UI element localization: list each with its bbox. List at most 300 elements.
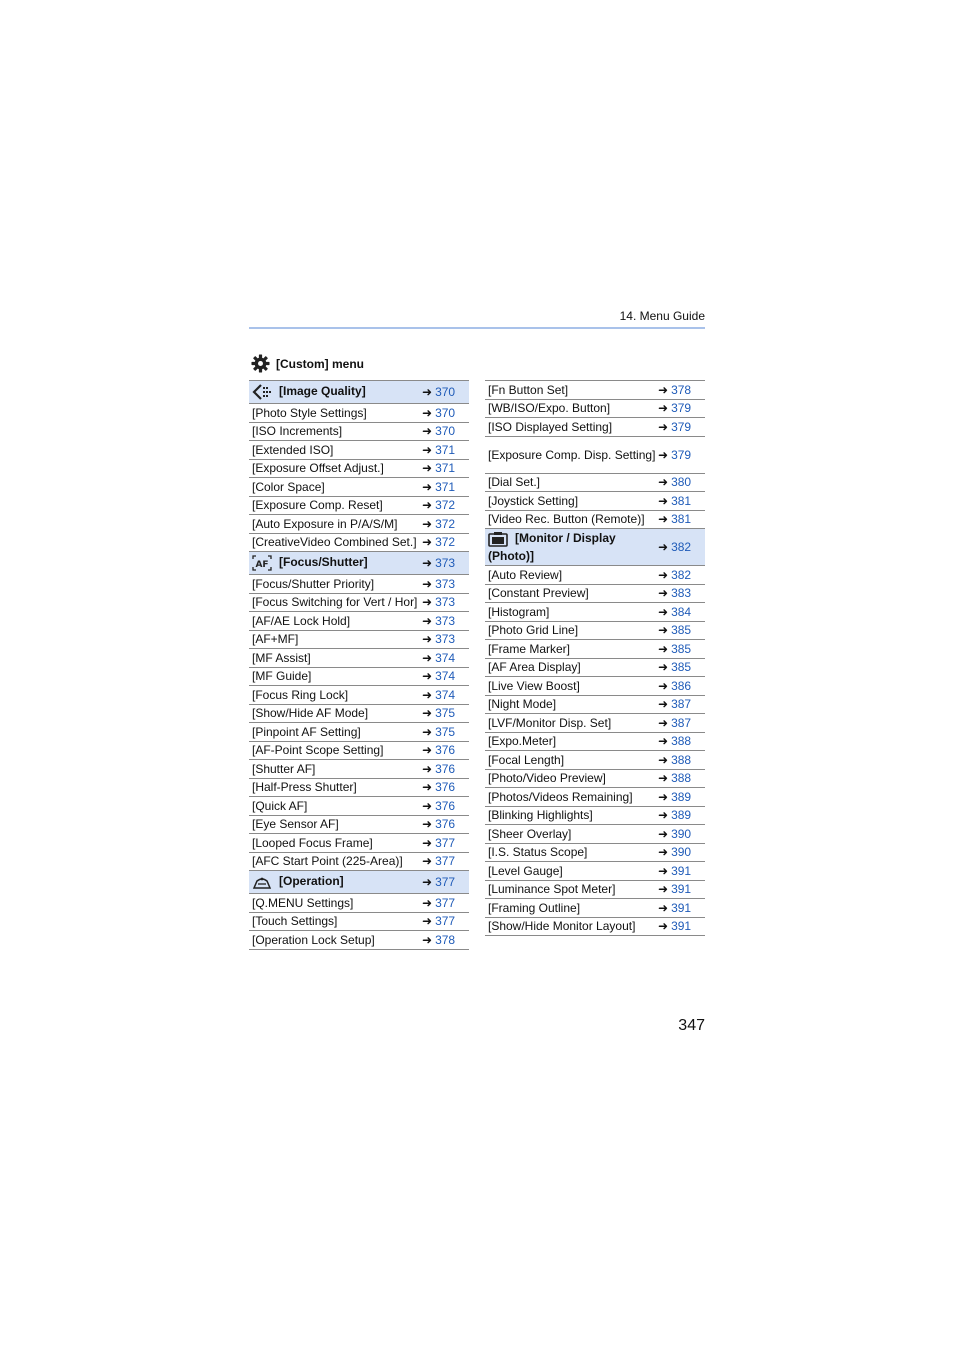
page-link[interactable]: 378	[435, 932, 456, 947]
arrow-icon: ➜	[422, 724, 433, 739]
row-label-cell	[485, 843, 658, 862]
arrow-icon: ➜	[658, 808, 669, 823]
page-ref-cell	[422, 797, 469, 816]
page-ref-cell	[422, 852, 469, 871]
page-ref-cell	[422, 552, 469, 575]
left-menu-row	[249, 496, 469, 515]
menu-item-label: [Show/Hide Monitor Layout]	[488, 919, 636, 934]
menu-item-label: [Eye Sensor AF]	[252, 817, 339, 832]
menu-item-label: [Photo/Video Preview]	[488, 771, 606, 786]
page-link[interactable]: 370	[435, 405, 456, 420]
left-menu-row	[249, 894, 469, 913]
left-menu-row	[249, 649, 469, 668]
menu-item-label: [AF+MF]	[252, 632, 299, 647]
right-menu-row	[485, 621, 705, 640]
arrow-icon: ➜	[422, 556, 433, 570]
menu-item-label: [Focus Ring Lock]	[252, 687, 349, 702]
page-ref-cell	[658, 862, 705, 881]
page-link[interactable]: 370	[435, 424, 456, 439]
gear-icon	[251, 354, 270, 373]
row-label-cell	[485, 862, 658, 881]
page-link[interactable]: 373	[435, 595, 456, 610]
arrow-icon: ➜	[658, 567, 669, 582]
page-link[interactable]: 390	[671, 826, 692, 841]
right-menu-row	[485, 399, 705, 418]
page-link[interactable]: 379	[671, 401, 692, 416]
page-ref-cell	[658, 751, 705, 770]
left-menu-row	[249, 593, 469, 612]
page-ref-cell	[422, 723, 469, 742]
row-label-cell	[485, 473, 658, 492]
menu-item-label: [Sheer Overlay]	[488, 826, 572, 841]
page-link[interactable]: 373	[435, 576, 456, 591]
page-link[interactable]: 376	[435, 780, 456, 795]
arrow-icon: ➜	[422, 632, 433, 647]
row-label-cell	[485, 566, 658, 585]
row-label-cell	[249, 459, 422, 478]
arrow-icon: ➜	[422, 687, 433, 702]
page-ref-cell	[658, 566, 705, 585]
menu-item-label: [Photo Style Settings]	[252, 405, 367, 420]
page-link[interactable]: 377	[435, 854, 456, 869]
menu-item-label: [Constant Preview]	[488, 586, 589, 601]
page-ref-cell	[422, 381, 469, 404]
menu-item-label: [Extended ISO]	[252, 442, 334, 457]
row-label-cell	[485, 621, 658, 640]
menu-item-label: [Focus Switching for Vert / Hor]	[252, 595, 418, 610]
left-menu-row	[249, 630, 469, 649]
page-ref-cell	[422, 815, 469, 834]
arrow-icon: ➜	[422, 576, 433, 591]
page-ref-cell	[422, 686, 469, 705]
page-link[interactable]: 374	[435, 650, 456, 665]
section-title-text: [Custom] menu	[276, 356, 364, 371]
row-label-cell	[249, 575, 422, 594]
arrow-icon: ➜	[422, 424, 433, 439]
menu-item-label: [Q.MENU Settings]	[252, 895, 354, 910]
left-menu-row	[249, 515, 469, 534]
menu-item-label: [CreativeVideo Combined Set.]	[252, 535, 417, 550]
left-category-row	[249, 381, 469, 404]
row-label-cell	[249, 686, 422, 705]
arrow-icon: ➜	[658, 475, 669, 490]
arrow-icon: ➜	[658, 734, 669, 749]
page-link[interactable]: 391	[671, 900, 692, 915]
row-label-cell	[249, 704, 422, 723]
right-menu-row	[485, 566, 705, 585]
page-link[interactable]: 372	[435, 498, 456, 513]
row-label-cell	[485, 880, 658, 899]
page-link[interactable]: 391	[671, 919, 692, 934]
left-menu-row	[249, 741, 469, 760]
row-label-cell	[249, 381, 422, 404]
page-ref-cell	[658, 732, 705, 751]
page-ref-cell	[422, 533, 469, 552]
arrow-icon: ➜	[422, 780, 433, 795]
arrow-icon: ➜	[422, 798, 433, 813]
arrow-icon: ➜	[422, 743, 433, 758]
arrow-icon: ➜	[422, 385, 433, 399]
page-link[interactable]: 391	[671, 863, 692, 878]
menu-item-label: [ISO Displayed Setting]	[488, 419, 613, 434]
right-menu-row	[485, 880, 705, 899]
left-menu-row	[249, 404, 469, 423]
page-link[interactable]: 381	[671, 493, 692, 508]
arrow-icon: ➜	[658, 678, 669, 693]
arrow-icon: ➜	[658, 863, 669, 878]
row-label-cell	[249, 630, 422, 649]
menu-item-label: [Pinpoint AF Setting]	[252, 724, 361, 739]
right-menu-row	[485, 806, 705, 825]
menu-item-label: [MF Assist]	[252, 650, 311, 665]
menu-item-label: [Show/Hide AF Mode]	[252, 706, 369, 721]
arrow-icon: ➜	[658, 540, 669, 554]
page-ref-cell	[422, 515, 469, 534]
page-link[interactable]: 390	[671, 845, 692, 860]
menu-item-label: [Quick AF]	[252, 798, 308, 813]
page-ref-cell	[422, 649, 469, 668]
menu-item-label: [Exposure Comp. Disp. Setting]	[488, 447, 656, 462]
row-label-cell	[249, 533, 422, 552]
arrow-icon: ➜	[658, 586, 669, 601]
category-label: [Image Quality]	[279, 384, 366, 399]
page-ref-cell	[422, 894, 469, 913]
page-ref-cell	[658, 640, 705, 659]
arrow-icon: ➜	[422, 669, 433, 684]
arrow-icon: ➜	[658, 882, 669, 897]
page-link[interactable]: 371	[435, 479, 456, 494]
page-ref-cell	[658, 621, 705, 640]
page-link[interactable]: 378	[671, 382, 692, 397]
row-label-cell	[485, 806, 658, 825]
arrow-icon: ➜	[422, 932, 433, 947]
menu-item-label: [Touch Settings]	[252, 914, 338, 929]
page-link[interactable]: 375	[435, 706, 456, 721]
row-label-cell	[249, 797, 422, 816]
page-ref-cell	[658, 658, 705, 677]
arrow-icon: ➜	[658, 900, 669, 915]
arrow-icon: ➜	[658, 771, 669, 786]
row-label-cell	[249, 741, 422, 760]
arrow-icon: ➜	[658, 826, 669, 841]
arrow-icon: ➜	[422, 498, 433, 513]
page-link[interactable]: 388	[671, 734, 692, 749]
af-icon	[252, 555, 272, 571]
page-ref-cell	[422, 575, 469, 594]
arrow-icon: ➜	[658, 641, 669, 656]
page-link[interactable]: 388	[671, 771, 692, 786]
left-category-row	[249, 552, 469, 575]
page-link[interactable]: 377	[435, 835, 456, 850]
page-ref-cell	[422, 612, 469, 631]
page-link[interactable]: 376	[435, 798, 456, 813]
page-link[interactable]: 376	[435, 817, 456, 832]
page-link[interactable]: 381	[671, 512, 692, 527]
menu-item-label: [I.S. Status Scope]	[488, 845, 588, 860]
arrow-icon: ➜	[422, 442, 433, 457]
arrow-icon: ➜	[422, 613, 433, 628]
page-link[interactable]: 380	[671, 475, 692, 490]
right-menu-row	[485, 788, 705, 807]
arrow-icon: ➜	[658, 919, 669, 934]
row-label-cell	[485, 732, 658, 751]
page-ref-cell	[422, 496, 469, 515]
menu-item-label: [Video Rec. Button (Remote)]	[488, 512, 645, 527]
page-ref-cell	[658, 806, 705, 825]
page-link[interactable]: 385	[671, 623, 692, 638]
page-link[interactable]: 372	[435, 516, 456, 531]
row-label-cell	[485, 529, 658, 566]
page-ref-cell	[422, 630, 469, 649]
page-link[interactable]: 377	[435, 875, 456, 889]
arrow-icon: ➜	[422, 405, 433, 420]
page-ref-cell	[658, 529, 705, 566]
menu-item-label: [Photo Grid Line]	[488, 623, 579, 638]
page-number: 347	[678, 1017, 705, 1034]
page-ref-cell	[422, 422, 469, 441]
page-ref-cell	[658, 381, 705, 400]
menu-item-label: [Framing Outline]	[488, 900, 581, 915]
menu-item-label: [Expo.Meter]	[488, 734, 557, 749]
row-label-cell	[485, 640, 658, 659]
right-menu-row	[485, 436, 705, 473]
arrow-icon: ➜	[422, 854, 433, 869]
right-menu-row	[485, 695, 705, 714]
page-ref-cell	[422, 459, 469, 478]
row-label-cell	[485, 917, 658, 936]
page-link[interactable]: 388	[671, 752, 692, 767]
page-link[interactable]: 382	[671, 540, 692, 554]
right-menu-row	[485, 381, 705, 400]
page-ref-cell	[658, 899, 705, 918]
page-link[interactable]: 373	[435, 613, 456, 628]
menu-item-label: [Fn Button Set]	[488, 382, 569, 397]
arrow-icon: ➜	[422, 595, 433, 610]
right-menu-row	[485, 658, 705, 677]
page-ref-cell	[422, 760, 469, 779]
page-ref-cell	[658, 825, 705, 844]
menu-item-label: [Operation Lock Setup]	[252, 932, 375, 947]
page-link[interactable]: 385	[671, 660, 692, 675]
page-ref-cell	[658, 473, 705, 492]
left-menu-row	[249, 797, 469, 816]
row-label-cell	[249, 778, 422, 797]
chapter-header: 14. Menu Guide	[619, 309, 705, 323]
arrow-icon: ➜	[422, 914, 433, 929]
menu-item-label: [Dial Set.]	[488, 475, 541, 490]
page-link[interactable]: 371	[435, 461, 456, 476]
page-ref-cell	[658, 418, 705, 437]
page-ref-cell	[658, 584, 705, 603]
page-ref-cell	[658, 769, 705, 788]
menu-item-label: [Looped Focus Frame]	[252, 835, 373, 850]
menu-item-label: [Focus/Shutter Priority]	[252, 576, 375, 591]
page-link[interactable]: 371	[435, 442, 456, 457]
page-link[interactable]: 374	[435, 687, 456, 702]
row-label-cell	[249, 552, 422, 575]
row-label-cell	[485, 658, 658, 677]
row-label-cell	[249, 834, 422, 853]
menu-item-label: [AF/AE Lock Hold]	[252, 613, 351, 628]
right-menu-row	[485, 917, 705, 936]
row-label-cell	[485, 714, 658, 733]
page-link[interactable]: 379	[671, 419, 692, 434]
menu-item-label: [AF Area Display]	[488, 660, 581, 675]
arrow-icon: ➜	[658, 715, 669, 730]
row-label-cell	[485, 695, 658, 714]
arrow-icon: ➜	[658, 697, 669, 712]
row-label-cell	[249, 871, 422, 894]
page-link[interactable]: 377	[435, 914, 456, 929]
row-label-cell	[485, 399, 658, 418]
left-menu-row	[249, 533, 469, 552]
arrow-icon: ➜	[422, 761, 433, 776]
page-link[interactable]: 370	[435, 385, 456, 399]
page-ref-cell	[658, 880, 705, 899]
arrow-icon: ➜	[658, 623, 669, 638]
left-menu-table	[249, 380, 469, 950]
menu-item-label: [Frame Marker]	[488, 641, 571, 656]
page-link[interactable]: 387	[671, 697, 692, 712]
menu-item-label: [Luminance Spot Meter]	[488, 882, 616, 897]
page-ref-cell	[422, 593, 469, 612]
right-category-row	[485, 529, 705, 566]
arrow-icon: ➜	[422, 835, 433, 850]
menu-item-label: [Joystick Setting]	[488, 493, 579, 508]
menu-item-label: [MF Guide]	[252, 669, 312, 684]
page-link[interactable]: 382	[671, 567, 692, 582]
right-menu-row	[485, 825, 705, 844]
right-menu-row	[485, 603, 705, 622]
page-ref-cell	[422, 704, 469, 723]
page-ref-cell	[658, 603, 705, 622]
row-label-cell	[249, 593, 422, 612]
page-link[interactable]: 386	[671, 678, 692, 693]
page-link[interactable]: 374	[435, 669, 456, 684]
page-ref-cell	[658, 917, 705, 936]
arrow-icon: ➜	[658, 512, 669, 527]
page-link[interactable]: 389	[671, 808, 692, 823]
row-label-cell	[249, 441, 422, 460]
row-label-cell	[485, 899, 658, 918]
row-label-cell	[485, 584, 658, 603]
left-menu-row	[249, 441, 469, 460]
page-link[interactable]: 379	[671, 447, 692, 462]
row-label-cell	[249, 912, 422, 931]
row-label-cell	[249, 723, 422, 742]
left-menu-row	[249, 575, 469, 594]
arrow-icon: ➜	[422, 479, 433, 494]
right-menu-row	[485, 751, 705, 770]
arrow-icon: ➜	[658, 789, 669, 804]
row-label-cell	[249, 649, 422, 668]
row-label-cell	[485, 381, 658, 400]
page-link[interactable]: 389	[671, 789, 692, 804]
page-ref-cell	[422, 871, 469, 894]
left-menu-row	[249, 459, 469, 478]
right-menu-table	[485, 380, 705, 936]
left-menu-row	[249, 686, 469, 705]
page-ref-cell	[658, 510, 705, 529]
row-label-cell	[485, 510, 658, 529]
page-link[interactable]: 384	[671, 604, 692, 619]
page-link[interactable]: 372	[435, 535, 456, 550]
menu-item-label: [Color Space]	[252, 479, 325, 494]
row-label-cell	[485, 603, 658, 622]
page-link[interactable]: 385	[671, 641, 692, 656]
arrow-icon: ➜	[422, 895, 433, 910]
arrow-icon: ➜	[658, 447, 669, 462]
menu-item-label: [Focal Length]	[488, 752, 565, 767]
row-label-cell	[249, 404, 422, 423]
page-ref-cell	[422, 404, 469, 423]
arrow-icon: ➜	[422, 817, 433, 832]
left-menu-row	[249, 612, 469, 631]
arrow-icon: ➜	[422, 461, 433, 476]
left-menu-row	[249, 778, 469, 797]
page-link[interactable]: 373	[435, 556, 456, 570]
menu-item-label: [Photos/Videos Remaining]	[488, 789, 633, 804]
row-label-cell	[485, 769, 658, 788]
arrow-icon: ➜	[658, 845, 669, 860]
image-quality-icon	[252, 384, 272, 400]
row-label-cell	[485, 492, 658, 511]
page-ref-cell	[422, 478, 469, 497]
page-ref-cell	[658, 695, 705, 714]
right-menu-row	[485, 714, 705, 733]
menu-item-label: [Blinking Highlights]	[488, 808, 593, 823]
arrow-icon: ➜	[422, 516, 433, 531]
page-link[interactable]: 373	[435, 632, 456, 647]
right-menu-row	[485, 473, 705, 492]
page-link[interactable]: 376	[435, 743, 456, 758]
right-menu-row	[485, 640, 705, 659]
page-link[interactable]: 376	[435, 761, 456, 776]
row-label-cell	[249, 760, 422, 779]
page-ref-cell	[658, 677, 705, 696]
page-ref-cell	[422, 667, 469, 686]
row-label-cell	[249, 815, 422, 834]
menu-item-label: [Exposure Comp. Reset]	[252, 498, 383, 513]
row-label-cell	[485, 825, 658, 844]
left-menu-row	[249, 760, 469, 779]
left-menu-row	[249, 478, 469, 497]
arrow-icon: ➜	[658, 752, 669, 767]
row-label-cell	[485, 677, 658, 696]
header-rule	[249, 327, 705, 329]
page-ref-cell	[422, 741, 469, 760]
row-label-cell	[249, 931, 422, 950]
page-ref-cell	[422, 778, 469, 797]
row-label-cell	[485, 418, 658, 437]
left-category-row	[249, 871, 469, 894]
right-menu-row	[485, 584, 705, 603]
left-menu-row	[249, 704, 469, 723]
right-menu-row	[485, 677, 705, 696]
page-link[interactable]: 375	[435, 724, 456, 739]
page-link[interactable]: 383	[671, 586, 692, 601]
menu-item-label: [Shutter AF]	[252, 761, 316, 776]
row-label-cell	[249, 667, 422, 686]
right-menu-row	[485, 769, 705, 788]
menu-item-label: [Half-Press Shutter]	[252, 780, 357, 795]
arrow-icon: ➜	[658, 493, 669, 508]
menu-item-label: [LVF/Monitor Disp. Set]	[488, 715, 612, 730]
page-link[interactable]: 391	[671, 882, 692, 897]
page-link[interactable]: 387	[671, 715, 692, 730]
page-link[interactable]: 377	[435, 895, 456, 910]
menu-item-label: [Histogram]	[488, 604, 550, 619]
